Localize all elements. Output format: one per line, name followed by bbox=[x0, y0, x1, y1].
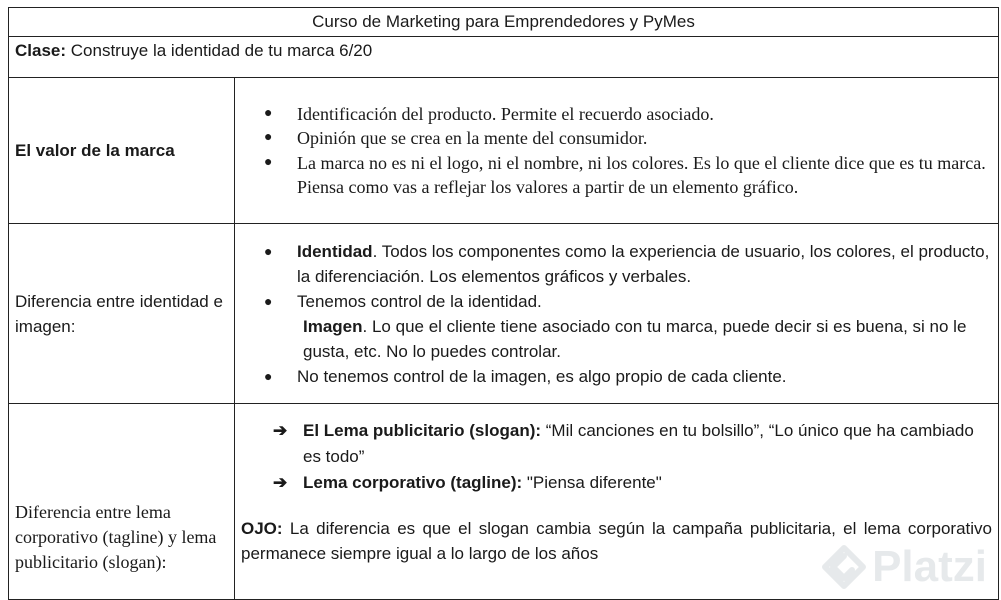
clase-value: Construye la identidad de tu marca 6/20 bbox=[66, 41, 373, 60]
row-label-identidad: Diferencia entre identidad e imagen: bbox=[9, 224, 235, 404]
ojo-note: OJO: La diferencia es que el slogan cambia según la campaña publicitaria, el lema corporativo permanece siempre igual a lo largo de los años bbox=[241, 518, 992, 563]
row-content-valor bbox=[235, 78, 999, 224]
clase-cell bbox=[9, 37, 999, 78]
list-item: ● Identificación del producto. Permite el recuerdo asociado. bbox=[297, 102, 998, 127]
platzi-logo-icon bbox=[822, 545, 866, 589]
list-item: ● Opinión que se crea en la mente del consumidor. bbox=[297, 126, 998, 151]
list-item: ● No tenemos control de la imagen, es algo propio de cada cliente. bbox=[297, 364, 998, 389]
list-item: ● Tenemos control de la identidad. Imagen. Lo que el cliente tiene asociado con tu marca, puede decir si es buena, si no le gusta, etc. No lo puedes controlar. bbox=[297, 289, 998, 364]
bullet-icon: ● bbox=[264, 242, 273, 259]
list-item: ➔ Lema corporativo (tagline): "Piensa diferente" bbox=[303, 470, 998, 496]
arrow-right-icon: ➔ bbox=[273, 472, 288, 492]
bullet-list bbox=[235, 102, 998, 200]
bullet-icon: ● bbox=[264, 105, 273, 121]
list-item: ● La marca no es ni el logo, ni el nombre, ni los colores. Es lo que el cliente dice que es tu marca. Piensa como vas a reflejar los valores a partir de un elemento gráfico. bbox=[264, 152, 986, 197]
watermark-text: Platzi bbox=[872, 542, 987, 591]
list-item: ➔ El Lema publicitario (slogan): “Mil canciones en tu bolsillo”, “Lo único que ha cambiado es todo” bbox=[303, 418, 998, 470]
clase-row bbox=[9, 37, 999, 78]
list-item: ● Identidad. Todos los componentes como la experiencia de usuario, los colores, el producto, la diferenciación. Los elementos gráficos y verbales. bbox=[297, 239, 998, 289]
bullet-icon: ● bbox=[264, 292, 273, 309]
table-row bbox=[9, 224, 999, 404]
bullet-list bbox=[235, 239, 998, 389]
bullet-icon: ● bbox=[264, 154, 273, 170]
bullet-icon: ● bbox=[264, 367, 273, 384]
table-row bbox=[9, 78, 999, 224]
notes-table bbox=[8, 7, 999, 600]
bullet-icon: ● bbox=[264, 130, 273, 145]
row-label-valor: El valor de la marca bbox=[9, 78, 235, 224]
arrow-list bbox=[235, 418, 998, 496]
title-row bbox=[9, 8, 999, 37]
row-content-identidad bbox=[235, 224, 999, 404]
clase-label: Clase: bbox=[15, 41, 67, 60]
arrow-right-icon: ➔ bbox=[273, 420, 288, 440]
platzi-watermark bbox=[822, 542, 987, 592]
course-title: Curso de Marketing para Emprendedores y PyMes bbox=[9, 8, 999, 37]
row-label-lema: Diferencia entre lema corporativo (tagline) y lema publicitario (slogan): bbox=[9, 404, 235, 600]
